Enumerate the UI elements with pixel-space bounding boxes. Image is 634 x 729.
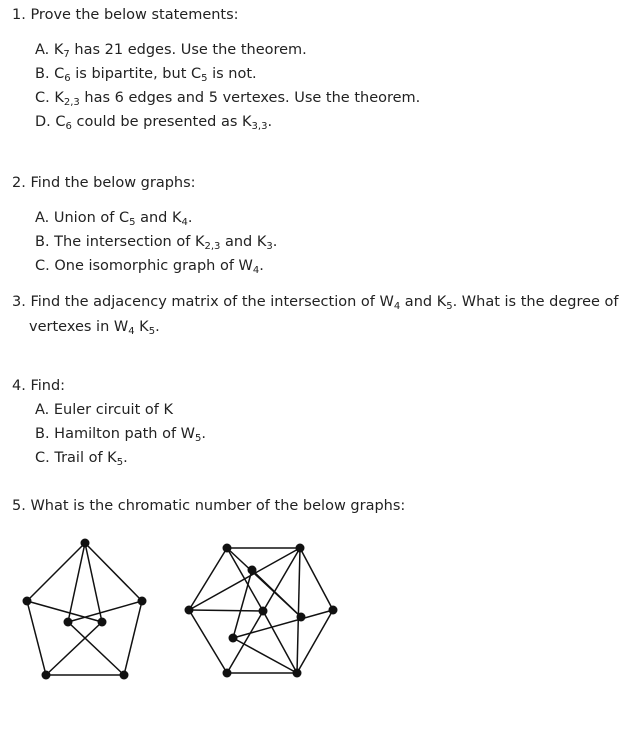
q1-option-a: A. $K_7$ has 21 edges. Use the theorem. bbox=[35, 42, 307, 60]
graph-1 bbox=[27, 543, 142, 675]
question-1-title: 1. Prove the below statements: bbox=[12, 7, 239, 23]
question-5-title: 5. What is the chromatic number of the below graphs: bbox=[12, 498, 406, 514]
graph-figures bbox=[0, 520, 360, 690]
question-3-line-1: 3. Find the adjacency matrix of the intersection of $W_4$ and $K_5$. What is the degree of bbox=[12, 294, 619, 312]
q1-option-d: D. $C_6$ could be presented as $K_{3,3}$. bbox=[35, 114, 273, 132]
q4-option-b: B. Hamilton path of $W_5$. bbox=[35, 426, 206, 444]
q2-option-b: B. The intersection of $K_{2,3}$ and $K_3$. bbox=[35, 234, 278, 252]
q1-option-b: B. $C_6$ is bipartite, but $C_5$ is not. bbox=[35, 66, 257, 84]
q1-option-c: C. $K_{2,3}$ has 6 edges and 5 vertexes. Use the theorem. bbox=[35, 90, 421, 108]
q4-option-a: A. Euler circuit of K bbox=[35, 402, 173, 418]
question-2-title: 2. Find the below graphs: bbox=[12, 175, 196, 191]
q4-option-c: C. Trail of $K_5$. bbox=[35, 450, 128, 468]
question-4-title: 4. Find: bbox=[12, 378, 66, 394]
question-3-line-2: vertexes in $W_4$ $K_5$. bbox=[29, 319, 160, 337]
q2-option-c: C. One isomorphic graph of $W_4$. bbox=[35, 258, 264, 276]
q2-option-a: A. Union of $C_5$ and $K_4$. bbox=[35, 210, 193, 228]
